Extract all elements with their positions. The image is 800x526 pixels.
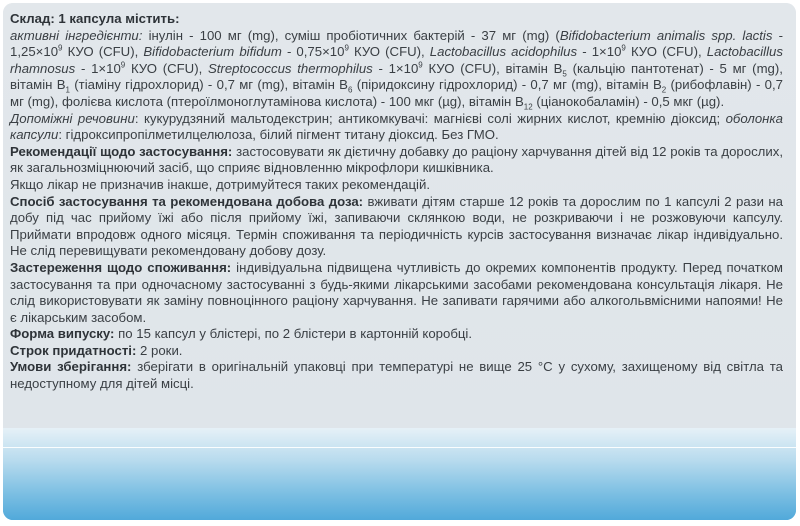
warnings-text: індивідуальна підвищена чутливість до окремих компонентів продукту. Перед початком застосування та при одночасному застосуванні з будь-якими лікарськими засобами рекомендована консультація лікаря. Не слід використовувати як заміну повноцінного раціону харчування. Не запивати гарячими або алкогольвмісними напоями! Не є лікарським засобом. xyxy=(10,259,783,325)
vitamin-subscript: 12 xyxy=(523,102,533,112)
storage-section xyxy=(10,359,783,392)
vitamin-subscript: 2 xyxy=(661,86,667,96)
strain-name: Streptococcus thermophilus xyxy=(207,60,373,76)
usage-section xyxy=(10,194,783,260)
usage-label: Спосіб застосування та рекомендована добова доза: xyxy=(10,193,364,209)
composition-text: КУО (CFU), xyxy=(625,44,707,60)
shelf-life-text: 2 роки. xyxy=(136,342,183,358)
recommendations-note: Якщо лікар не призначив інакше, дотримуйтеся таких рекомендацій. xyxy=(10,176,431,192)
composition-section xyxy=(10,11,783,144)
strain-name: Bifidobacterium animalis spp. lactis xyxy=(559,27,773,43)
composition-text: КУО (CFU), xyxy=(348,44,430,60)
form-section xyxy=(10,326,783,343)
shell-text: : гідроксипропілметилцелюлоза, білий пігмент титану діоксид. Без ГМО. xyxy=(58,127,499,143)
composition-text: - 1×10 xyxy=(372,60,419,76)
composition-text: (ціанокобаламін) - 0,5 мкг (µg). xyxy=(532,93,725,109)
composition-text: КУО (CFU), xyxy=(62,44,144,60)
form-text: по 15 капсул у блістері, по 2 блістери в картонній коробці. xyxy=(114,326,473,342)
strain-name: Lactobacillus rhamnosus xyxy=(10,44,783,76)
storage-text: зберігати в оригінальній упаковці при температурі не вище 25 °С у сухому, захищеному від світла та недоступному для дітей місці. xyxy=(10,359,783,392)
composition-text: інулін - 100 мг (mg), суміш пробіотичних бактерій - 37 мг (mg) ( xyxy=(142,27,560,43)
storage-label: Умови зберігання: xyxy=(10,359,132,375)
composition-text: (піридоксину гідрохлорид) - 0,7 мг (mg), вітамін B xyxy=(352,77,662,93)
vitamin-subscript: 6 xyxy=(347,86,353,96)
composition-title: Склад: 1 капсула містить: xyxy=(10,11,180,26)
composition-text: КУО (CFU), xyxy=(125,60,208,76)
auxiliary-label: Допоміжні речовини xyxy=(10,110,135,126)
composition-text: КУО (CFU), вітамін B xyxy=(422,60,563,76)
band-divider-line xyxy=(3,447,796,448)
shelf-life-label: Строк придатності: xyxy=(10,342,137,358)
composition-text: (кальцію пантотенат) - 5 мг (mg), вітамін B xyxy=(10,60,783,93)
warnings-section xyxy=(10,260,783,326)
exponent: 9 xyxy=(120,60,126,70)
exponent: 9 xyxy=(344,43,349,53)
form-label: Форма випуску: xyxy=(10,326,115,342)
recommendations-section xyxy=(10,144,783,194)
vitamin-subscript: 1 xyxy=(65,86,70,96)
composition-text: - 0,75×10 xyxy=(281,44,345,60)
composition-text: (тіаміну гідрохлорид) - 0,7 мг (mg), вітамін B xyxy=(69,77,348,93)
shell-label: оболонка капсули xyxy=(10,110,783,143)
composition-text: - 1×10 xyxy=(75,60,121,76)
composition-text: - 1,25×10 xyxy=(10,27,783,60)
vitamin-subscript: 5 xyxy=(562,69,567,79)
product-label-text xyxy=(10,11,783,393)
auxiliary-text: : кукурудзяний мальтодекстрин; антикомкувачі: магнієві солі жирних кислот, кремнію діоксид; xyxy=(134,110,726,126)
exponent: 9 xyxy=(58,43,63,53)
strain-name: Bifidobacterium bifidum xyxy=(143,44,282,60)
exponent: 9 xyxy=(418,60,423,70)
usage-text: вживати дітям старше 12 років та дорослим по 1 капсулі 2 рази на добу під час прийому їжі або після прийому їжі, запиваючи склянкою води, не розкриваючи і не розжовуючи капсулу. Приймати впродовж одного місяця. Термін споживання та періодичність курсів застосування визначає лікар індивідуально. Не слід перевищувати рекомендовану добову дозу. xyxy=(10,193,783,259)
exponent: 9 xyxy=(621,43,626,53)
blue-gradient-band xyxy=(3,428,796,520)
shelf-life-section xyxy=(10,343,783,360)
recommendations-label: Рекомендації щодо застосування: xyxy=(10,143,233,159)
warnings-label: Застереження щодо споживання: xyxy=(10,259,232,275)
strain-name: Lactobacillus acidophilus xyxy=(429,44,578,60)
composition-text: (рибофлавін) - 0,7 мг (mg), фолієва кислота (птероїлмоноглутамінова кислота) - 100 мкг (µg), вітамін B xyxy=(10,77,783,109)
active-ingredients-label: активні інгредієнти: xyxy=(10,27,143,43)
recommendations-text: застосовувати як дієтичну добавку до раціону харчування дітей від 12 років та дорослих, як загальнозміцнюючий засіб, що сприяє відновленню мікрофлори кишківника. xyxy=(10,143,783,176)
composition-text: - 1×10 xyxy=(577,44,622,60)
